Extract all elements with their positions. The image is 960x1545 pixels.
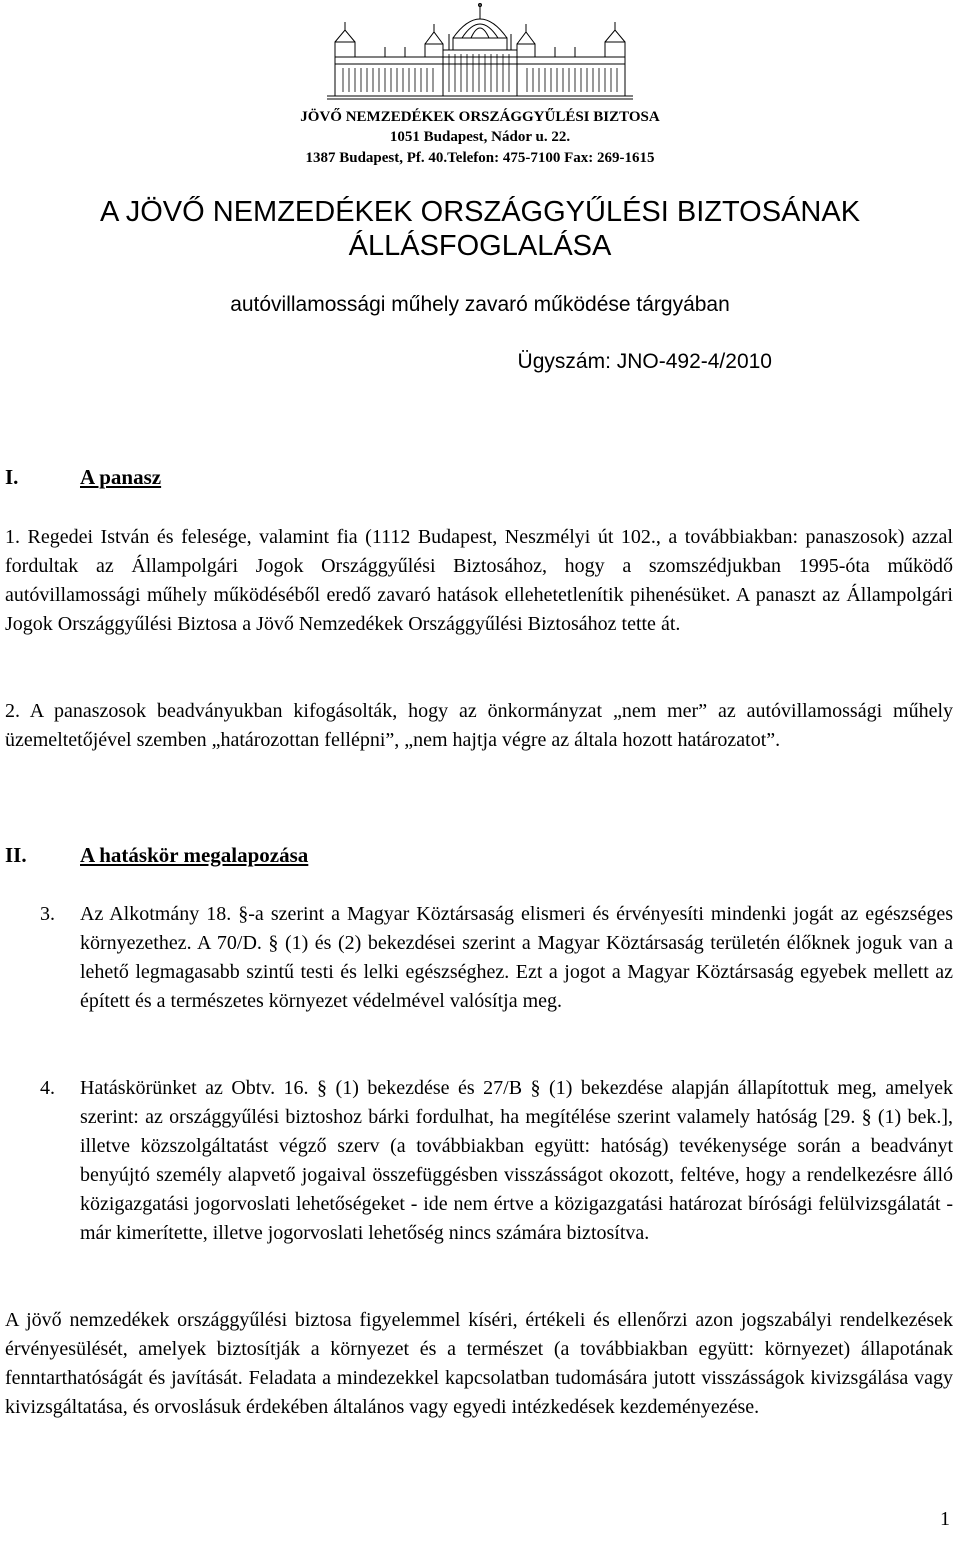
- office-address-line1: 1051 Budapest, Nádor u. 22.: [389, 129, 571, 145]
- section1-heading: A panasz: [80, 465, 162, 489]
- document-title-line2: ÁLLÁSFOGLALÁSA: [348, 230, 612, 262]
- section1-number: I.: [5, 465, 19, 489]
- list-item-4: [40, 1074, 953, 1248]
- office-address-line2: 1387 Budapest, Pf. 40.Telefon: 475-7100 Fax: 269-1615: [305, 150, 655, 166]
- document-subtitle: autóvillamossági műhely zavaró működése tárgyában: [230, 293, 730, 316]
- list-item-4-number: 4.: [40, 1077, 55, 1099]
- list-item-3: [40, 900, 953, 1016]
- section2-number: II.: [5, 843, 27, 867]
- section1-paragraph2: 2. A panaszosok beadványukban kifogásolták, hogy az önkormányzat „nem mer” az autóvillamossági műhely üzemeltetőjével szemben „határozottan fellépni”, „nem hajtja végre az általa hozott határozatot”.: [5, 700, 953, 751]
- page-number: 1: [940, 1508, 950, 1530]
- office-name: JÖVŐ NEMZEDÉKEK ORSZÁGGYŰLÉSI BIZTOSA: [300, 109, 660, 125]
- section1-paragraph1: 1. Regedei István és felesége, valamint fia (1112 Budapest, Neszmélyi út 102., a továbbiakban: panaszosok) azzal fordultak az Állampolgári Jogok Országgyűlési Biztosához, hogy a szomszédjukban 1995-óta működő autóvillamossági műhely működéséből eredő zavaró hatások ellehetetlenítik pihenésüket. A panaszt az Állampolgári Jogok Országgyűlési Biztosa a Jövő Nemzedékek Országgyűlési Biztosához tette át.: [5, 526, 953, 635]
- list-item-4-text: Hatáskörünket az Obtv. 16. § (1) bekezdése és 27/B § (1) bekezdése alapján állapítottuk meg, amelyek szerint: az országgyűlési biztoshoz bárki fordulhat, ha megítélése szerint valamely hatóság [29. § (1) bek.], illetve közszolgáltatást végző szerv (a továbbiakban együtt: hatóság) tevékenysége során a beadványt benyújtó személy alapvető jogaival összefüggésben visszásságot okozott, feltéve, hogy a rendelkezésre álló közigazgatási jogorvoslati lehetőségeket - ide nem értve a közigazgatási határozat bírósági felülvizsgálatát - már kimerítette, illetve jogorvoslati lehetőség nincs számára biztosítva.: [80, 1077, 953, 1244]
- section2-heading: A hatáskör megalapozása: [80, 843, 309, 867]
- list-item-3-text: Az Alkotmány 18. §-a szerint a Magyar Köztársaság elismeri és érvényesíti mindenki jogát az egészséges környezethez. A 70/D. § (1) és (2) bekezdései szerint a Magyar Köztársaság területén élőknek joguk van a lehető legmagasabb szintű testi és lelki egészséghez. Ezt a jogot a Magyar Köztársaság egyebek mellett az épített és a természetes környezet védelmével valósítja meg.: [80, 903, 953, 1012]
- document-title-line1: A JÖVŐ NEMZEDÉKEK ORSZÁGGYŰLÉSI BIZTOSÁNAK: [99, 196, 861, 228]
- list-item-3-number: 3.: [40, 903, 55, 925]
- case-number: Ügyszám: JNO-492-4/2010: [517, 350, 772, 373]
- closing-paragraph: A jövő nemzedékek országgyűlési biztosa figyelemmel kíséri, értékeli és ellenőrzi azon jogszabályi rendelkezések érvényesülését, amelyek biztosítják a környezet és a természet (a továbbiakban együtt: környezet) állapotának fenntarthatóságát és javítását. Feladata a mindezekkel kapcsolatban tudomására jutott visszásságok kivizsgálása vagy kivizsgáltatása, és orvoslásuk érdekében általános vagy egyedi intézkedések kezdeményezése.: [5, 1309, 953, 1418]
- parliament-building-icon: [325, 2, 635, 102]
